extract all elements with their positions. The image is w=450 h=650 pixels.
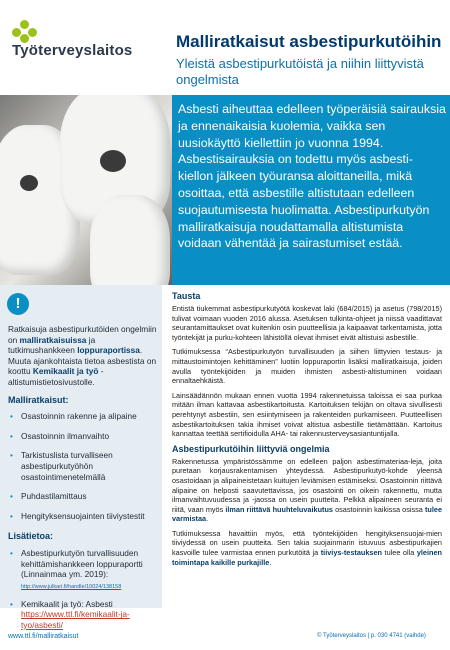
list-item[interactable]: • Hengityksensuojainten tiiviystestit bbox=[8, 511, 158, 522]
asbesti-text: Kemikaalit ja työ: Asbesti bbox=[21, 598, 113, 609]
list-item[interactable]: • Osastoinnin rakenne ja alipaine bbox=[8, 411, 158, 422]
list-item[interactable]: • Osastoinnin ilmanvaihto bbox=[8, 431, 158, 442]
text-run: Rakennetussa ympäristössämme on edelleen paljon asbestimateriaa-leja, joita puretaan korjausrakentamisen yhteydessä. Asbestipurkutyö-kohde yleensä osastoidaan ja alipaineistetaan kuitujen leviämisen estämiseksi. Osastoinnin riittävä alipaine on helposti saavutettavissa, jos osastointi on oikein rakennettu, mutta ilmanvaihtuvuudessa ja -jaossa on usein puutteita. Pelkkä alipaineen seuranta ei riitä, vaan myös bbox=[172, 456, 442, 514]
logo-text: Työterveyslaitos bbox=[12, 42, 133, 59]
malliratkaisut-heading: Malliratkaisut: bbox=[8, 394, 69, 405]
paragraph: Lainsäädännön mukaan ennen vuotta 1994 rakennetuissa taloissa ei saa purkaa mitään ilman kattavaa asbestikartoitusta. Kartoituksen tekijän on oltava sivullisesti perehtynyt asbestiin, sen esiintymiseen ja rakenteiden purkamiseen. Puutteellisen asbestikartoituksen takia ihmiset voivat altistua asbestille tietämättään. Kartoitus kannattaa teettää sertifioidulla AHA- tai rakennusterveysasiantuntijalla. bbox=[172, 390, 442, 439]
report-link[interactable]: http://www.julkari.fi/handle/10024/138158 bbox=[21, 583, 122, 590]
page-title: Malliratkaisut asbestipurkutöihin bbox=[176, 32, 442, 51]
intro-text: -altistumistietosivustolle. bbox=[8, 366, 104, 387]
list-item bbox=[8, 548, 158, 591]
logo[interactable] bbox=[8, 18, 158, 58]
emphasis: ilman riittävä huuhteluvaikutus bbox=[225, 504, 333, 514]
list-item bbox=[8, 599, 158, 631]
footer-contact: © Työterveyslaitos | p. 030 4741 (vaihde) bbox=[317, 633, 426, 639]
info-sidebar bbox=[0, 285, 162, 630]
intro-link-loppuraportti[interactable]: loppuraportissa bbox=[77, 345, 140, 356]
lisatietoa-list bbox=[8, 548, 158, 631]
asbesti-link[interactable]: https://www.ttl.fi/kemikaalit-ja-tyo/asbesti/ bbox=[21, 609, 130, 630]
intro-text: Ratkaisuja asbestipurkutöiden ongelmiin on bbox=[8, 324, 157, 345]
page-subtitle: Yleistä asbestipurkutöistä ja niihin liittyvistä ongelmista bbox=[176, 56, 424, 87]
list-item[interactable]: • Tarkistuslista turvalliseen asbestipurkutyöhön osastointimenetelmällä bbox=[8, 450, 158, 482]
intro-link-kemikaalit[interactable]: Kemikaalit ja työ bbox=[32, 366, 99, 377]
section-title-tausta: Tausta bbox=[172, 291, 201, 301]
emphasis: tulee varmistaa bbox=[172, 504, 442, 524]
paragraph bbox=[172, 529, 442, 567]
text-run: . bbox=[269, 557, 272, 567]
intro-link-malliratkaisut[interactable]: malliratkaisuissa bbox=[19, 334, 87, 345]
lisatietoa-heading: Lisätietoa: bbox=[8, 531, 54, 542]
intro-text: ja tutkimushankkeen bbox=[8, 334, 96, 356]
hero-text: Asbesti aiheuttaa edelleen työperäisiä sairauksia ja ennenaikaisia kuolemia, vaikka sen uusiokäyttö kiellettiin jo vuonna 1994. Asbestisairauksia on todettu myös asbesti-kiellon jälkeen työuransa aloittaneilla, mikä osoittaa, että asbestille altistutaan edelleen suojautumisesta huolimatta. Asbestipurkutyön malliratkaisuja noudattamalla altistumista voidaan vähentää ja sairastumiset estää. bbox=[178, 102, 446, 251]
emphasis: yleinen toimintapa kaikille purkajille bbox=[172, 548, 442, 567]
report-text: Asbestipurkutyön turvallisuuden kehittämishankkeen loppuraportti (Linnainmaa ym. 2019): bbox=[21, 547, 143, 580]
exclamation-icon: ! bbox=[7, 293, 29, 315]
paragraph: Tutkimuksessa “Asbestipurkutyön turvallisuuden ja siihen liittyvien testaus- ja mittaustoimintojen kehittäminen” luotiin loppuraportin lisäksi malliratkaisuja, joiden avulla työntekijöiden ja muiden ihmisten asbesti-altistuminen voidaan ennaltaehkäistä. bbox=[172, 347, 442, 386]
section-title-ongelmia: Asbestipurkutöihin liittyviä ongelmia bbox=[172, 443, 330, 454]
emphasis: tiiviys-testauksen bbox=[320, 548, 382, 558]
footer-url[interactable]: www.ttl.fi/malliratkaisut bbox=[8, 633, 79, 640]
text-run: Tutkimuksessa havaittiin myös, että työntekijöiden hengityksensuojai-mien tiiviydessä on usein puutteita. Sen takia suojainmarin istuvuus asbestipurkajien kasvoille tulee varmistaa ennen purkutöitä ja bbox=[172, 528, 442, 558]
text-run: . bbox=[206, 514, 209, 524]
hero-photo bbox=[0, 95, 172, 285]
paragraph: Entistä tiukemmat asbestipurkutyötä koskevat laki (684/2015) ja asetus (798/2015) tulivat voimaan vuoden 2016 alussa. Asetuksen tulkinta-ohjeet ja niissä vaadittavat seurantamittaukset ovat kuitenkin osin puutteellisia ja kaipaavat tarkentamista, jotta työntekijät ja purku-kohteen lähistöllä olevat ihmiset eivät altistuisi asbestille. bbox=[172, 304, 442, 342]
malliratkaisut-list bbox=[8, 411, 158, 521]
list-item[interactable]: • Puhdastilamittaus bbox=[8, 491, 158, 502]
sidebar-intro bbox=[8, 324, 158, 630]
text-run: osastoinnin kaikissa osissa bbox=[332, 504, 425, 514]
paragraph bbox=[172, 457, 442, 524]
main-content bbox=[172, 291, 442, 572]
hero-banner bbox=[0, 95, 450, 285]
text-run: tulee olla bbox=[382, 548, 417, 558]
intro-text: . Muuta ajankohtaista tietoa asbestista on koottu bbox=[8, 345, 157, 377]
